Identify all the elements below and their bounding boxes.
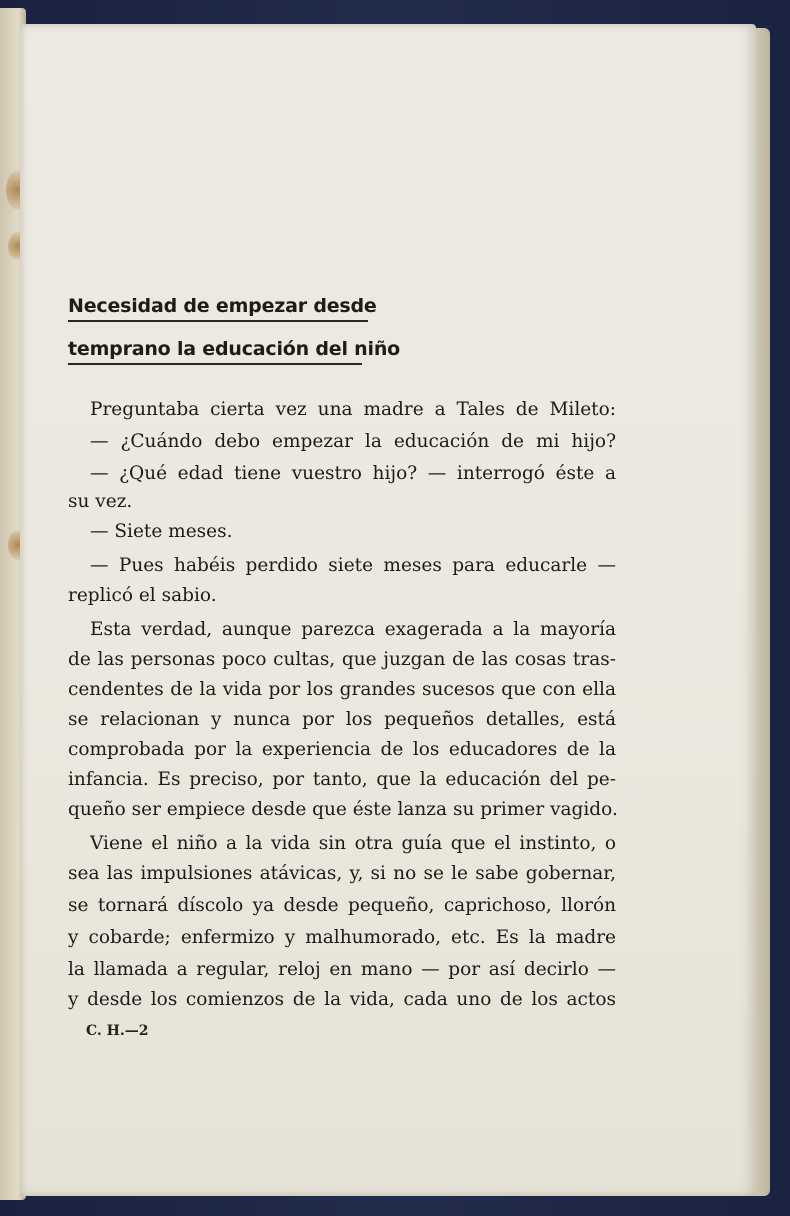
body-line: Viene el niño a la vida sin otra guía que el instinto, o xyxy=(90,833,616,854)
body-line: se relacionan y nunca por los pequeños detalles, está xyxy=(68,709,616,730)
body-line: cendentes de la vida por los grandes sucesos que con ella xyxy=(68,679,616,700)
body-line: queño ser empiece desde que éste lanza su primer vagido. xyxy=(68,799,618,820)
body-line: su vez. xyxy=(68,491,133,512)
body-line: y desde los comienzos de la vida, cada uno de los actos xyxy=(68,989,616,1010)
body-line: Preguntaba cierta vez una madre a Tales de Mileto: xyxy=(90,399,616,420)
body-line: — ¿Cuándo debo empezar la educación de mi hijo? xyxy=(90,431,616,452)
body-line: — Pues habéis perdido siete meses para educarle — xyxy=(90,555,616,576)
chapter-heading-line-1: Necesidad de empezar desde xyxy=(68,295,368,322)
body-line: — Siete meses. xyxy=(90,521,233,542)
body-line: Esta verdad, aunque parezca exagerada a la mayoría xyxy=(90,619,616,640)
chapter-heading-line-2: temprano la educación del niño xyxy=(68,338,362,365)
body-line: — ¿Qué edad tiene vuestro hijo? — interrogó éste a xyxy=(90,463,616,484)
body-line: sea las impulsiones atávicas, y, si no se le sabe gobernar, xyxy=(68,863,616,884)
body-line: la llamada a regular, reloj en mano — por así decirlo — xyxy=(68,959,616,980)
signature-mark: C. H.—2 xyxy=(86,1023,149,1039)
body-line: infancia. Es preciso, por tanto, que la educación del pe- xyxy=(68,769,616,790)
body-line: de las personas poco cultas, que juzgan de las cosas tras- xyxy=(68,649,616,670)
body-line: replicó el sabio. xyxy=(68,585,217,606)
body-line: comprobada por la experiencia de los educadores de la xyxy=(68,739,616,760)
body-line: y cobarde; enfermizo y malhumorado, etc. Es la madre xyxy=(68,927,616,948)
book-page xyxy=(20,24,756,1196)
body-line: se tornará díscolo ya desde pequeño, caprichoso, llorón xyxy=(68,895,616,916)
